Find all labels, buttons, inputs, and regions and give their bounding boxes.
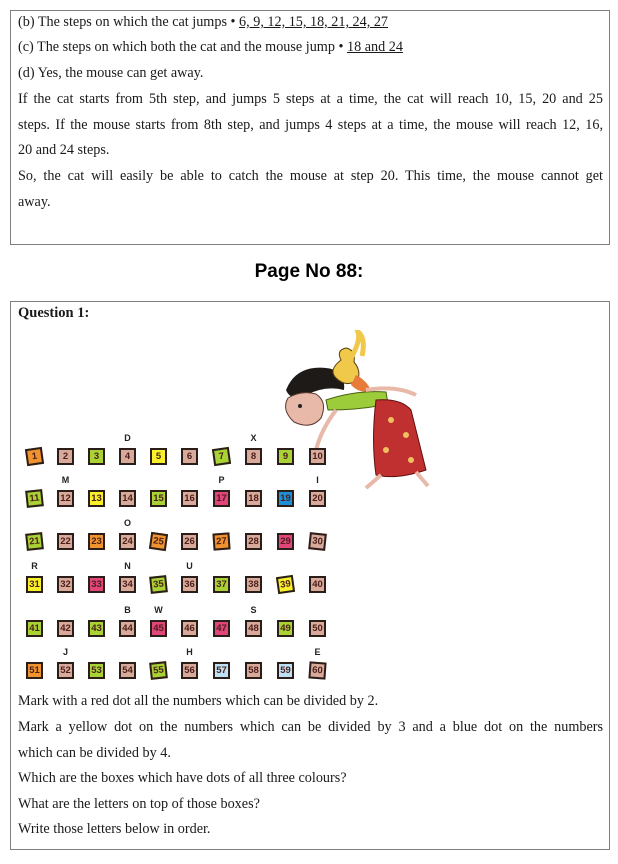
number-box: 46	[181, 620, 198, 637]
box-letter: E	[314, 647, 321, 657]
number-box: 38	[245, 576, 262, 593]
number-box: 48	[245, 620, 262, 637]
number-box: 42	[57, 620, 74, 637]
number-box: 55	[149, 661, 168, 680]
answer-c-label: (c) The steps on which both the cat and the mouse jump •	[18, 39, 347, 55]
box-letter: I	[316, 475, 319, 485]
number-box: 34	[119, 576, 136, 593]
box-letter: O	[123, 518, 131, 528]
number-box: 54	[119, 662, 136, 679]
number-box: 8	[245, 448, 262, 465]
number-box: 17	[213, 490, 230, 507]
number-box: 41	[26, 620, 43, 637]
number-box: 39	[276, 575, 295, 594]
box-letter: D	[124, 433, 131, 443]
instruction-1: Mark with a red dot all the numbers which can be divided by 2.	[18, 693, 379, 709]
number-box: 30	[308, 532, 327, 551]
number-box: 1	[25, 447, 44, 466]
explanation-line: 20 and 24 steps.	[18, 142, 110, 158]
number-box: 26	[181, 533, 198, 550]
number-box: 33	[88, 576, 105, 593]
number-box: 3	[88, 448, 105, 465]
number-box: 31	[26, 576, 43, 593]
box-letter: W	[154, 605, 163, 615]
box-letter: R	[31, 561, 38, 571]
answer-b	[18, 13, 388, 31]
number-box: 14	[119, 490, 136, 507]
number-box: 21	[25, 532, 44, 551]
box-letter: B	[124, 605, 131, 615]
number-box: 27	[212, 532, 230, 550]
number-box: 25	[149, 532, 168, 551]
number-box: 15	[150, 490, 167, 507]
number-box: 51	[26, 662, 43, 679]
number-box: 53	[88, 662, 105, 679]
answer-b-value: 6, 9, 12, 15, 18, 21, 24, 27	[239, 14, 388, 30]
number-box: 18	[245, 490, 262, 507]
number-box: 44	[119, 620, 136, 637]
number-box: 59	[277, 662, 294, 679]
box-letter: U	[186, 561, 193, 571]
number-box: 6	[181, 448, 198, 465]
question-title: Question 1:	[18, 305, 90, 321]
number-box: 52	[57, 662, 74, 679]
number-box: 29	[277, 533, 294, 550]
box-letter: P	[218, 475, 225, 485]
box-letter: X	[250, 433, 257, 443]
instruction-2: Mark a yellow dot on the numbers which can be divided by 3 and a blue dot on the numbers	[18, 719, 603, 735]
woman-with-cat-illustration	[266, 330, 436, 490]
number-box: 24	[119, 533, 136, 550]
number-box: 4	[119, 448, 136, 465]
box-letter: H	[186, 647, 193, 657]
number-box: 32	[57, 576, 74, 593]
answer-box	[10, 10, 610, 245]
number-box: 45	[150, 620, 167, 637]
number-box: 37	[213, 576, 230, 593]
number-box: 7	[212, 447, 231, 466]
number-box: 19	[277, 490, 294, 507]
number-box: 16	[181, 490, 198, 507]
explanation-line: If the cat starts from 5th step, and jumps 5 steps at a time, the cat will reach 10, 15, 20 and 25	[18, 91, 603, 107]
number-box: 9	[277, 448, 294, 465]
number-box: 10	[309, 448, 326, 465]
number-box: 11	[25, 489, 44, 508]
instruction-4: What are the letters on top of those boxes?	[18, 796, 260, 812]
number-box: 47	[213, 620, 230, 637]
number-box: 23	[88, 533, 105, 550]
conclusion-line: away.	[18, 194, 51, 210]
instruction-2-cont: which can be divided by 4.	[18, 745, 171, 761]
box-letter: N	[124, 561, 131, 571]
number-box: 12	[57, 490, 74, 507]
number-box: 56	[181, 662, 198, 679]
box-letter: S	[250, 605, 257, 615]
number-box: 2	[57, 448, 74, 465]
answer-b-label: (b) The steps on which the cat jumps •	[18, 14, 240, 30]
number-box: 60	[308, 661, 326, 679]
number-box: 57	[213, 662, 230, 679]
number-box: 50	[309, 620, 326, 637]
explanation-line: steps. If the mouse starts from 8th step, and jumps 4 steps at a time, the mouse will reach 12, 16,	[18, 117, 603, 133]
number-box: 28	[245, 533, 262, 550]
box-letter: M	[61, 475, 70, 485]
number-box: 13	[88, 490, 105, 507]
number-box: 35	[149, 575, 168, 594]
question-box	[10, 301, 610, 850]
conclusion-line: So, the cat will easily be able to catch the mouse at step 20. This time, the mouse cannot get	[18, 168, 603, 184]
instruction-3: Which are the boxes which have dots of all three colours?	[18, 770, 347, 786]
number-box: 49	[277, 620, 294, 637]
answer-c-value: 18 and 24	[346, 39, 403, 55]
answer-d: (d) Yes, the mouse can get away.	[18, 65, 204, 81]
box-letter: J	[62, 647, 68, 657]
number-box: 58	[245, 662, 262, 679]
number-box: 43	[88, 620, 105, 637]
number-box: 36	[181, 576, 198, 593]
number-box: 22	[57, 533, 74, 550]
instruction-5: Write those letters below in order.	[18, 821, 211, 837]
page-title: Page No 88:	[254, 261, 364, 282]
answer-c	[18, 38, 403, 56]
number-box: 5	[150, 448, 167, 465]
number-box: 20	[309, 490, 326, 507]
number-box: 40	[309, 576, 326, 593]
